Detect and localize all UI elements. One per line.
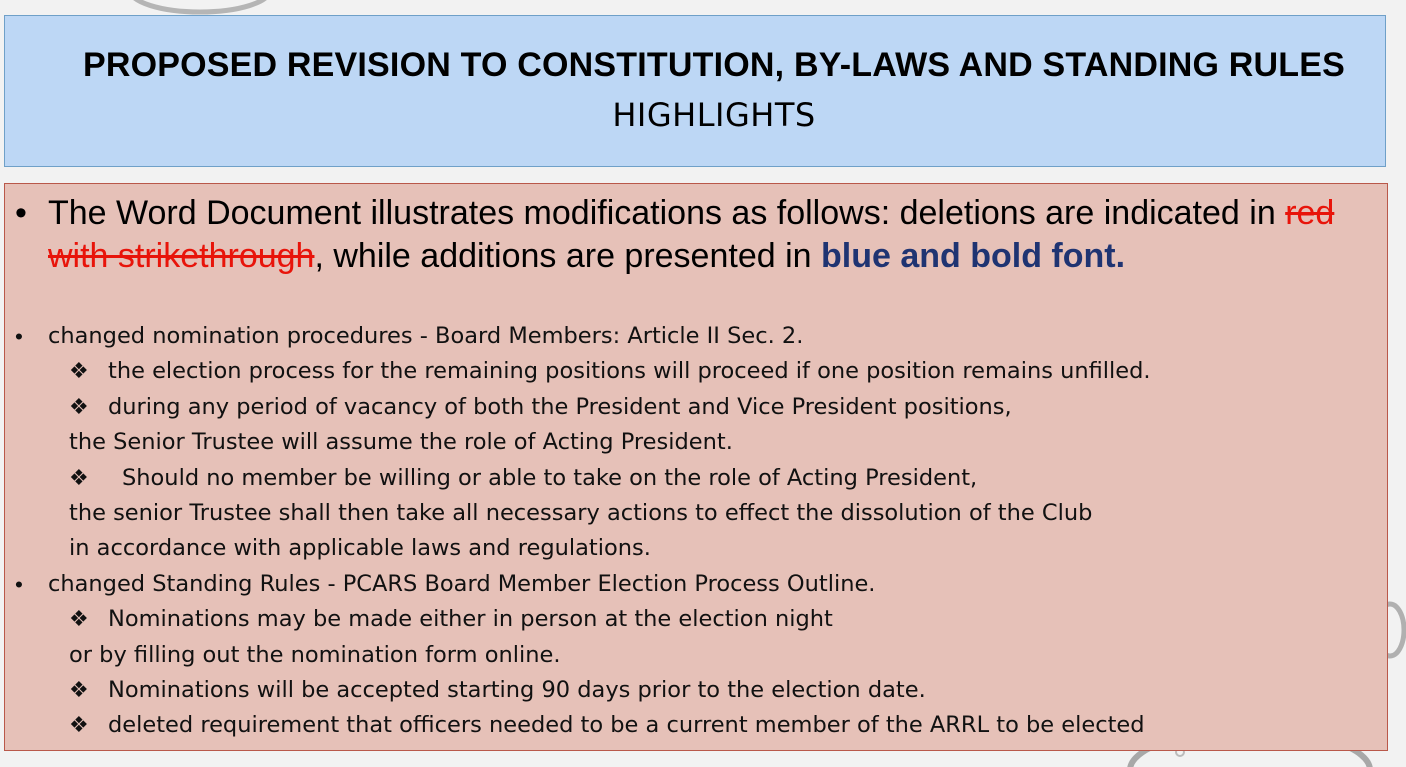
sub-item-continuation <box>15 638 1375 673</box>
intro-paragraph <box>15 192 1375 278</box>
diamond-bullet-icon: ❖ <box>69 713 89 739</box>
sub-item-text: in accordance with applicable laws and regulations. <box>69 535 651 562</box>
diamond-bullet-icon: ❖ <box>69 394 89 420</box>
sub-item-continuation <box>15 531 1375 566</box>
bullet: • <box>15 571 23 597</box>
sub-item-continuation <box>15 496 1375 531</box>
sub-item <box>15 390 1375 425</box>
sub-item <box>15 708 1375 743</box>
bullet: • <box>15 324 23 349</box>
sub-item-text: the Senior Trustee will assume the role of Acting President. <box>69 429 733 456</box>
sub-item-text: or by filling out the nomination form online. <box>69 641 561 668</box>
diamond-bullet-icon: ❖ <box>69 359 89 385</box>
sub-item-text: Should no member be willing or able to take on the role of Acting President, <box>122 464 978 491</box>
deletion-sample: red with strikethrough <box>48 194 1335 275</box>
sub-item-text: deleted requirement that officers needed to be a current member of the ARRL to be elected <box>108 712 1145 739</box>
intro-part2: , while additions are presented in <box>314 237 821 275</box>
list-item-text: changed Standing Rules - PCARS Board Member Election Process Outline. <box>48 570 876 597</box>
intro-bullet: • <box>15 194 27 232</box>
sub-item-text: the election process for the remaining positions will proceed if one position remains unfilled. <box>108 358 1151 385</box>
slide-title: PROPOSED REVISION TO CONSTITUTION, BY-LAWS AND STANDING RULES <box>82 46 1346 84</box>
diamond-bullet-icon: ❖ <box>69 607 89 633</box>
sub-item-continuation <box>15 425 1375 460</box>
intro-part1: The Word Document illustrates modifications as follows: deletions are indicated in <box>48 194 1286 232</box>
sub-item <box>15 354 1375 389</box>
title-banner <box>4 15 1386 167</box>
changes-list <box>15 319 1375 744</box>
slide-subtitle: HIGHLIGHTS <box>612 96 816 134</box>
content-panel <box>4 183 1388 751</box>
addition-sample: blue and bold font. <box>821 237 1126 275</box>
sub-item-text: Nominations will be accepted starting 90 days prior to the election date. <box>108 676 926 703</box>
sub-item <box>15 602 1375 637</box>
list-item-standing-rules <box>15 567 1375 602</box>
diamond-bullet-icon: ❖ <box>69 677 89 703</box>
diamond-bullet-icon: ❖ <box>69 465 89 491</box>
sub-item-text: the senior Trustee shall then take all necessary actions to effect the dissolution of the Club <box>69 499 1093 526</box>
intro-text <box>48 192 1375 278</box>
sub-item-text: during any period of vacancy of both the President and Vice President positions, <box>108 393 1012 420</box>
sub-item <box>15 673 1375 708</box>
list-item-text: changed nomination procedures - Board Members: Article II Sec. 2. <box>48 323 804 349</box>
list-item-nomination <box>15 319 1375 354</box>
sub-item <box>15 461 1375 496</box>
sub-item-text: Nominations may be made either in person at the election night <box>108 606 833 633</box>
